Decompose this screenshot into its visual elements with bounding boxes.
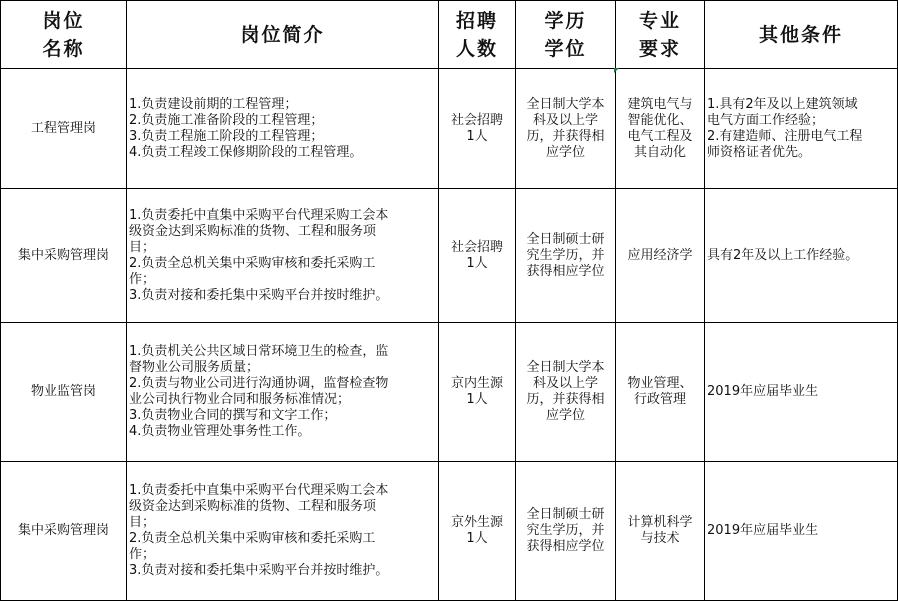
major-cell bbox=[616, 189, 705, 323]
education-cell bbox=[516, 69, 616, 189]
header-text: 要求 bbox=[638, 37, 681, 60]
description-line: 3.负责物业合同的撰写和文字工作； bbox=[129, 408, 337, 423]
education-line: 究生学历，并 bbox=[526, 523, 605, 538]
headcount-line: 1人 bbox=[466, 255, 488, 271]
major-line: 建筑电气与 bbox=[627, 96, 693, 112]
major-line: 物业管理、 bbox=[627, 376, 693, 391]
position-description-cell bbox=[127, 69, 439, 189]
table-row bbox=[1, 189, 898, 323]
other-conditions-cell bbox=[705, 189, 898, 323]
table-row bbox=[1, 462, 898, 601]
description-line: 1.负责委托中直集中采购平台代理采购工会本 bbox=[129, 207, 389, 223]
header-text: 招聘 bbox=[455, 9, 498, 32]
cell-comment-indicator-icon bbox=[614, 68, 619, 73]
headcount-line: 社会招聘 bbox=[450, 112, 503, 128]
description-line: 4.负责工程竣工保修期阶段的工程管理。 bbox=[129, 144, 363, 160]
table-row bbox=[1, 323, 898, 462]
headcount-line: 1人 bbox=[466, 392, 488, 407]
other-line: 1.具有2年及以上建筑领域 bbox=[707, 96, 858, 112]
education-line: 全日制大学本 bbox=[526, 360, 605, 375]
other-line: 2.有建造师、注册电气工程 bbox=[707, 128, 863, 144]
other-line: 电气方面工作经验； bbox=[707, 112, 825, 128]
header-major bbox=[616, 1, 705, 69]
header-text: 岗位 bbox=[42, 9, 85, 32]
education-line: 历，并获得相 bbox=[526, 392, 605, 407]
other-line: 2019年应届毕业生 bbox=[707, 523, 819, 538]
major-line: 计算机科学 bbox=[627, 515, 693, 530]
headcount-cell bbox=[439, 462, 516, 601]
major-cell bbox=[616, 69, 705, 189]
header-text: 学历 bbox=[544, 9, 587, 32]
headcount-line: 京外生源 bbox=[450, 515, 503, 530]
education-line: 应学位 bbox=[545, 408, 585, 423]
education-line: 全日制硕士研 bbox=[526, 507, 605, 522]
headcount-line: 1人 bbox=[466, 531, 488, 546]
major-cell bbox=[616, 462, 705, 601]
description-line: 3.负责对接和委托集中采购平台并按时维护。 bbox=[129, 563, 389, 578]
header-text: 人数 bbox=[455, 37, 498, 60]
position-name-cell: 集中采购管理岗 bbox=[1, 189, 127, 323]
description-line: 目； bbox=[129, 515, 156, 530]
position-description-cell bbox=[127, 189, 439, 323]
description-line: 作； bbox=[129, 547, 156, 562]
description-line: 督物业公司服务质量； bbox=[129, 360, 260, 375]
education-line: 究生学历，并 bbox=[526, 247, 605, 263]
education-line: 应学位 bbox=[545, 144, 585, 160]
education-line: 历，并获得相 bbox=[526, 128, 605, 144]
header-text: 其他条件 bbox=[758, 23, 843, 46]
description-line: 2.负责全总机关集中采购审核和委托采购工 bbox=[129, 255, 376, 271]
header-other-conditions bbox=[705, 1, 898, 69]
description-line: 目； bbox=[129, 239, 156, 255]
other-conditions-cell bbox=[705, 69, 898, 189]
header-text: 岗位简介 bbox=[240, 23, 325, 46]
major-line: 智能优化、 bbox=[627, 112, 693, 128]
description-line: 1.负责委托中直集中采购平台代理采购工会本 bbox=[129, 483, 389, 498]
header-text: 学位 bbox=[544, 37, 587, 60]
description-line: 作； bbox=[129, 271, 156, 287]
position-name-cell: 集中采购管理岗 bbox=[1, 462, 127, 601]
table-row bbox=[1, 69, 898, 189]
description-line: 级资金达到采购标准的货物、工程和服务项 bbox=[129, 499, 377, 514]
header-text: 名称 bbox=[42, 37, 85, 60]
description-line: 3.负责对接和委托集中采购平台并按时维护。 bbox=[129, 287, 389, 303]
headcount-cell bbox=[439, 69, 516, 189]
education-line: 全日制大学本 bbox=[526, 96, 605, 112]
education-cell bbox=[516, 462, 616, 601]
major-line: 与技术 bbox=[640, 531, 680, 546]
header-position-name bbox=[1, 1, 127, 69]
education-line: 科及以上学 bbox=[532, 376, 598, 391]
headcount-line: 社会招聘 bbox=[450, 239, 503, 255]
description-line: 2.负责与物业公司进行沟通协调，监督检查物 bbox=[129, 376, 389, 391]
major-line: 电气工程及 bbox=[627, 128, 693, 144]
headcount-cell bbox=[439, 189, 516, 323]
headcount-cell bbox=[439, 323, 516, 462]
description-line: 2.负责全总机关集中采购审核和委托采购工 bbox=[129, 531, 376, 546]
other-conditions-cell bbox=[705, 462, 898, 601]
position-name-cell: 工程管理岗 bbox=[1, 69, 127, 189]
description-line: 1.负责机关公共区域日常环境卫生的检查，监 bbox=[129, 344, 389, 359]
education-line: 科及以上学 bbox=[532, 112, 598, 128]
header-education bbox=[516, 1, 616, 69]
header-row bbox=[1, 1, 898, 69]
description-line: 级资金达到采购标准的货物、工程和服务项 bbox=[129, 223, 377, 239]
description-line: 3.负责工程施工阶段的工程管理； bbox=[129, 128, 324, 144]
position-name-cell: 物业监管岗 bbox=[1, 323, 127, 462]
description-line: 4.负责物业管理处事务性工作。 bbox=[129, 424, 311, 439]
headcount-line: 京内生源 bbox=[450, 376, 503, 391]
education-line: 获得相应学位 bbox=[526, 539, 605, 554]
education-cell bbox=[516, 189, 616, 323]
description-line: 业公司执行物业合同和服务标准情况； bbox=[129, 392, 351, 407]
header-position-description bbox=[127, 1, 439, 69]
other-line: 具有2年及以上工作经验。 bbox=[707, 247, 859, 263]
position-description-cell bbox=[127, 323, 439, 462]
description-line: 2.负责施工准备阶段的工程管理； bbox=[129, 112, 324, 128]
position-description-cell bbox=[127, 462, 439, 601]
other-conditions-cell bbox=[705, 323, 898, 462]
education-cell bbox=[516, 323, 616, 462]
major-cell bbox=[616, 323, 705, 462]
headcount-line: 1人 bbox=[466, 128, 488, 144]
other-line: 2019年应届毕业生 bbox=[707, 384, 819, 399]
education-line: 获得相应学位 bbox=[526, 263, 605, 279]
header-text: 专业 bbox=[638, 9, 681, 32]
major-line: 应用经济学 bbox=[627, 247, 693, 263]
description-line: 1.负责建设前期的工程管理； bbox=[129, 96, 298, 112]
header-headcount bbox=[439, 1, 516, 69]
major-line: 行政管理 bbox=[633, 392, 686, 407]
education-line: 全日制硕士研 bbox=[526, 231, 605, 247]
other-line: 师资格证者优先。 bbox=[707, 144, 812, 160]
major-line: 其自动化 bbox=[633, 144, 686, 160]
